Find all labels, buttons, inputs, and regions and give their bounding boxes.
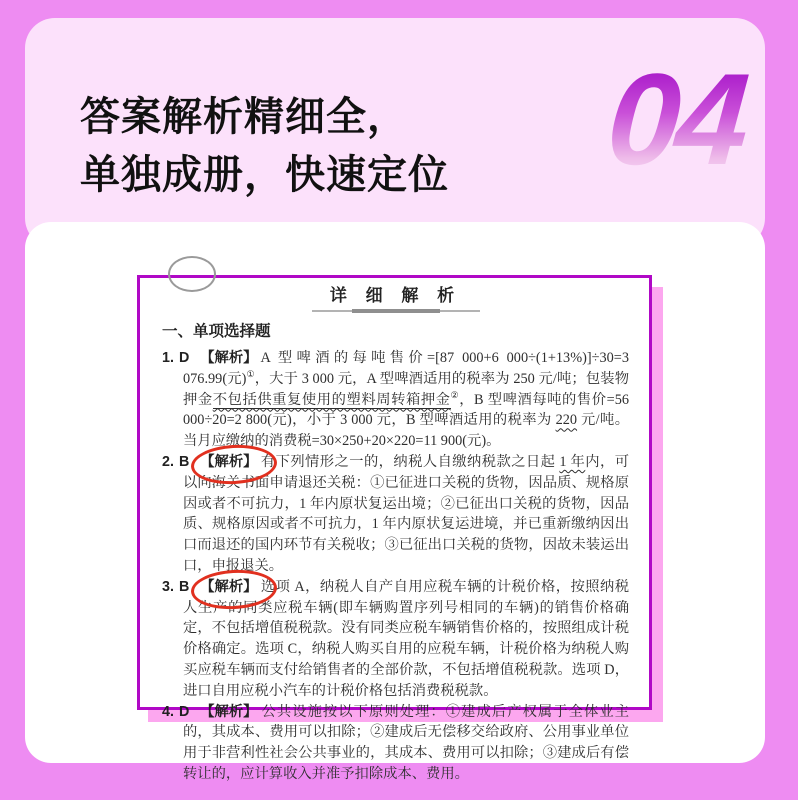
text-segment: 内，可以向海关书面申请退还关税：①已征进口关税的货物，因品质、规格原因或者不可抗力，1 年内原状复运出境；②已征出口关税的货物，因品质、规格原因或者不可抗力，1 年内原状复运进境，并已重新缴纳因出口而退还的国内环节有关税收；③已征出口关税的货物，因故未装运出口，申报退关。 <box>183 453 629 574</box>
jiexi-wrap <box>200 348 260 369</box>
answer-item-2 <box>162 452 629 577</box>
answer-items <box>162 348 629 785</box>
headline <box>80 88 449 204</box>
text-segment: 有下列情形之一的，纳税人自缴纳税款之日起 <box>260 453 560 470</box>
document-page <box>137 275 652 782</box>
sample-card <box>25 222 765 782</box>
document-content <box>140 278 649 785</box>
text-segment-sup: ② <box>450 389 460 400</box>
item-number: 2. <box>162 453 174 470</box>
answer-item-1 <box>162 348 629 452</box>
headline-line-2: 单独成册，快速定位 <box>80 153 449 197</box>
item-number: 4. <box>162 703 174 720</box>
circle-decoration <box>168 256 216 292</box>
answer-letter: B <box>178 453 190 470</box>
hero-panel <box>25 18 765 248</box>
answer-item-3 <box>162 577 629 702</box>
item-number: 1. <box>162 350 174 366</box>
jiexi-label: 【解析】 <box>200 578 258 595</box>
jiexi-label: 【解析】 <box>200 453 258 470</box>
jiexi-label: 【解析】 <box>200 350 258 366</box>
text-segment: A 型啤酒的每吨售价=[87 000+6 000÷(1+13%)]÷30=3 076.99(元) <box>183 350 629 387</box>
text-segment-sup: ① <box>246 369 255 380</box>
text-segment: ，B 型啤酒每吨的售价=56 000÷20=2 800(元)，小于 3 000 元，B 型啤酒适用的税率为 <box>183 391 629 429</box>
doc-section-heading: 一、单项选择题 <box>162 323 271 340</box>
title-rule-thick <box>352 309 440 313</box>
answer-letter: D <box>178 703 190 720</box>
jiexi-wrap <box>200 577 260 598</box>
text-segment-wavy: 1 年 <box>559 453 586 470</box>
answer-letter: B <box>178 578 190 595</box>
section-number: 04 <box>603 54 797 184</box>
title-rule <box>312 310 480 312</box>
answer-item-4 <box>162 702 629 785</box>
jiexi-wrap <box>200 452 260 473</box>
text-segment: 选项 A，纳税人自产自用应税车辆的计税价格，按照纳税人生产的同类应税车辆(即车辆购置序列号相同的车辆)的销售价格确定，不包括增值税税款。没有同类应税车辆销售价格的，按照组成计税价格确定。选项 C，纳税人购买自用的应税车辆，计税价格为纳税人购买应税车辆而支付给销售者的全部价款，不包括增值税税款。选项 D，进口自用应税小汽车的计税价格包括消费税税款。 <box>183 578 629 699</box>
headline-line-1: 答案解析精细全， <box>80 95 408 139</box>
text-segment: ，大于 3 000 元，A 型啤酒适用的税率为 250 元/吨；包装物押金 <box>183 370 629 408</box>
answer-letter: D <box>178 350 190 366</box>
jiexi-label: 【解析】 <box>200 703 258 720</box>
text-segment: 公共设施按以下原则处理：①建成后产权属于全体业主的，其成本、费用可以扣除；②建成后无偿移交给政府、公用事业单位用于非营利性社会公共事业的，其成本、费用可以扣除；③建成后有偿转让的，应计算收入并准予扣除成本、费用。 <box>183 703 629 782</box>
doc-title: 详 细 解 析 <box>329 286 462 305</box>
text-segment: 元/吨。当月应缴纳的消费税=30×250+20×220=11 900(元)。 <box>183 412 630 450</box>
jiexi-wrap <box>200 702 260 723</box>
text-segment-emph: 不包括供重复使用的塑料周转箱押金 <box>212 391 451 408</box>
text-segment-wavy: 220 <box>555 412 578 429</box>
item-number: 3. <box>162 578 174 595</box>
